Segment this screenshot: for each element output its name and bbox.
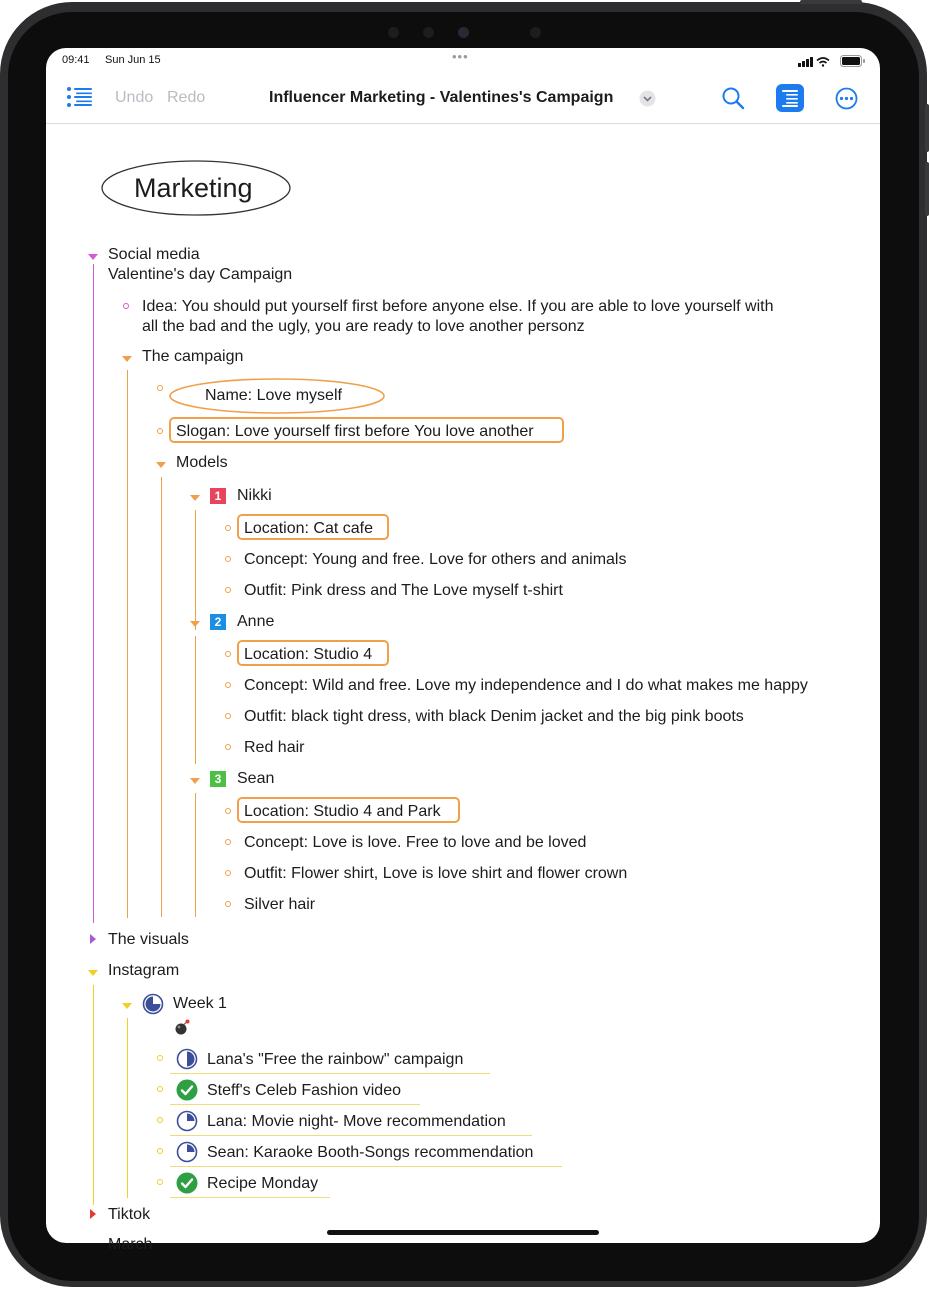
top-button — [800, 0, 862, 4]
collapse-sean-toggle[interactable] — [190, 778, 200, 784]
number-one-icon: 1 — [210, 488, 226, 504]
bullet — [157, 1086, 163, 1092]
social-guide-line — [93, 264, 94, 923]
visuals-node[interactable]: The visuals — [108, 931, 189, 948]
expand-visuals-toggle[interactable] — [90, 934, 96, 944]
home-indicator[interactable] — [327, 1230, 599, 1235]
bullet — [225, 744, 231, 750]
collapse-social-toggle[interactable] — [88, 254, 98, 260]
task-underline — [170, 1104, 420, 1105]
expand-tiktok-toggle[interactable] — [90, 1209, 96, 1219]
bullet — [225, 525, 231, 531]
collapse-campaign-toggle[interactable] — [122, 356, 132, 362]
bullet — [225, 839, 231, 845]
sensor — [423, 27, 434, 38]
bullet — [157, 385, 163, 391]
idea-node-continued[interactable]: all the bad and the ugly, you are ready to love another personz — [142, 318, 585, 335]
bullet — [157, 428, 163, 434]
collapse-instagram-toggle[interactable] — [88, 970, 98, 976]
bullet — [225, 901, 231, 907]
quarter-progress-icon[interactable] — [176, 1110, 198, 1132]
tiktok-node[interactable]: Tiktok — [108, 1206, 151, 1223]
bullet — [157, 1179, 163, 1185]
number-two-icon: 2 — [210, 614, 226, 630]
battery-icon — [840, 55, 866, 68]
anne-guide-line — [195, 636, 196, 764]
wifi-icon — [817, 58, 829, 67]
search-icon[interactable] — [722, 87, 745, 110]
idea-node[interactable]: Idea: You should put yourself first before anyone else. If you are able to love yourself with — [142, 298, 774, 315]
anne-hair-node[interactable]: Red hair — [244, 739, 305, 756]
campaign-guide-line — [127, 370, 128, 918]
collapse-anne-toggle[interactable] — [190, 621, 200, 627]
social-media-node[interactable]: Social media — [108, 246, 200, 263]
chevron-down-icon[interactable] — [639, 90, 656, 107]
anne-concept-node[interactable]: Concept: Wild and free. Love my independence and I do what makes me happy — [244, 677, 808, 694]
front-camera — [458, 27, 469, 38]
bullet — [157, 1148, 163, 1154]
quarter-progress-icon[interactable] — [176, 1141, 198, 1163]
anne-node[interactable]: Anne — [237, 613, 275, 630]
inspector-icon[interactable] — [776, 84, 804, 112]
bullet — [225, 651, 231, 657]
models-guide-line — [161, 477, 162, 917]
collapse-nikki-toggle[interactable] — [190, 495, 200, 501]
cellular-icon — [798, 57, 813, 67]
task-label[interactable]: Steff's Celeb Fashion video — [207, 1082, 401, 1099]
volume-up-button — [925, 104, 929, 152]
sensor — [388, 27, 399, 38]
bullet — [225, 682, 231, 688]
task-underline — [170, 1073, 490, 1074]
outline-list-icon[interactable] — [66, 86, 92, 108]
sensor — [530, 27, 541, 38]
more-options-icon[interactable] — [835, 87, 858, 110]
task-underline — [170, 1135, 532, 1136]
instagram-node[interactable]: Instagram — [108, 962, 180, 979]
bomb-icon — [174, 1019, 191, 1036]
task-label[interactable]: Recipe Monday — [207, 1175, 319, 1192]
collapse-models-toggle[interactable] — [156, 462, 166, 468]
nikki-guide-line — [195, 510, 196, 630]
social-media-note[interactable]: Valentine's day Campaign — [108, 266, 293, 283]
undo-button[interactable]: Undo — [115, 89, 154, 106]
bullet — [225, 556, 231, 562]
name-node[interactable]: Name: Love myself — [205, 387, 342, 404]
instagram-guide-line — [93, 985, 94, 1205]
number-three-icon: 3 — [210, 771, 226, 787]
collapse-week-toggle[interactable] — [122, 1003, 132, 1009]
sean-concept-node[interactable]: Concept: Love is love. Free to love and be loved — [244, 834, 587, 851]
bullet — [157, 1055, 163, 1061]
task-label[interactable]: Lana: Movie night- Move recommendation — [207, 1113, 506, 1130]
bullet — [225, 808, 231, 814]
task-label[interactable]: Sean: Karaoke Booth-Songs recommendation — [207, 1144, 534, 1161]
redo-button[interactable]: Redo — [167, 89, 206, 106]
status-date: Sun Jun 15 — [105, 54, 161, 66]
task-underline — [170, 1166, 562, 1167]
bullet — [157, 1117, 163, 1123]
campaign-node[interactable]: The campaign — [142, 348, 244, 365]
checkmark-done-icon[interactable] — [176, 1079, 198, 1101]
bullet — [123, 303, 129, 309]
sean-location-node[interactable]: Location: Studio 4 and Park — [244, 803, 441, 820]
nikki-location-node[interactable]: Location: Cat cafe — [244, 520, 373, 537]
bullet — [225, 870, 231, 876]
sean-node[interactable]: Sean — [237, 770, 275, 787]
document-title[interactable]: Influencer Marketing - Valentines's Campaign — [269, 89, 614, 106]
nikki-outfit-node[interactable]: Outfit: Pink dress and The Love myself t-shirt — [244, 582, 563, 599]
status-time: 09:41 — [62, 54, 90, 66]
nikki-concept-node[interactable]: Concept: Young and free. Love for others and animals — [244, 551, 627, 568]
week-node[interactable]: Week 1 — [173, 995, 227, 1012]
root-node[interactable]: Marketing — [134, 173, 253, 203]
week-guide-line — [127, 1018, 128, 1198]
bullet — [225, 713, 231, 719]
sean-hair-node[interactable]: Silver hair — [244, 896, 316, 913]
next-node-partial[interactable]: March — [108, 1236, 153, 1253]
models-node[interactable]: Models — [176, 454, 228, 471]
multitask-dots[interactable]: ••• — [452, 49, 469, 64]
slogan-node[interactable]: Slogan: Love yourself first before You love another — [176, 423, 534, 440]
half-progress-icon[interactable] — [176, 1048, 198, 1070]
progress-pie-icon — [142, 993, 164, 1015]
task-underline — [170, 1197, 330, 1198]
anne-outfit-node[interactable]: Outfit: black tight dress, with black Denim jacket and the big pink boots — [244, 708, 744, 725]
app-screen — [46, 48, 880, 1253]
sean-guide-line — [195, 793, 196, 917]
volume-down-button — [925, 162, 929, 216]
sean-outfit-node[interactable]: Outfit: Flower shirt, Love is love shirt and flower crown — [244, 865, 628, 882]
checkmark-done-icon[interactable] — [176, 1172, 198, 1194]
anne-location-node[interactable]: Location: Studio 4 — [244, 646, 373, 663]
toolbar-divider — [46, 123, 880, 124]
nikki-node[interactable]: Nikki — [237, 487, 272, 504]
bullet — [225, 587, 231, 593]
task-label[interactable]: Lana's "Free the rainbow" campaign — [207, 1051, 464, 1068]
